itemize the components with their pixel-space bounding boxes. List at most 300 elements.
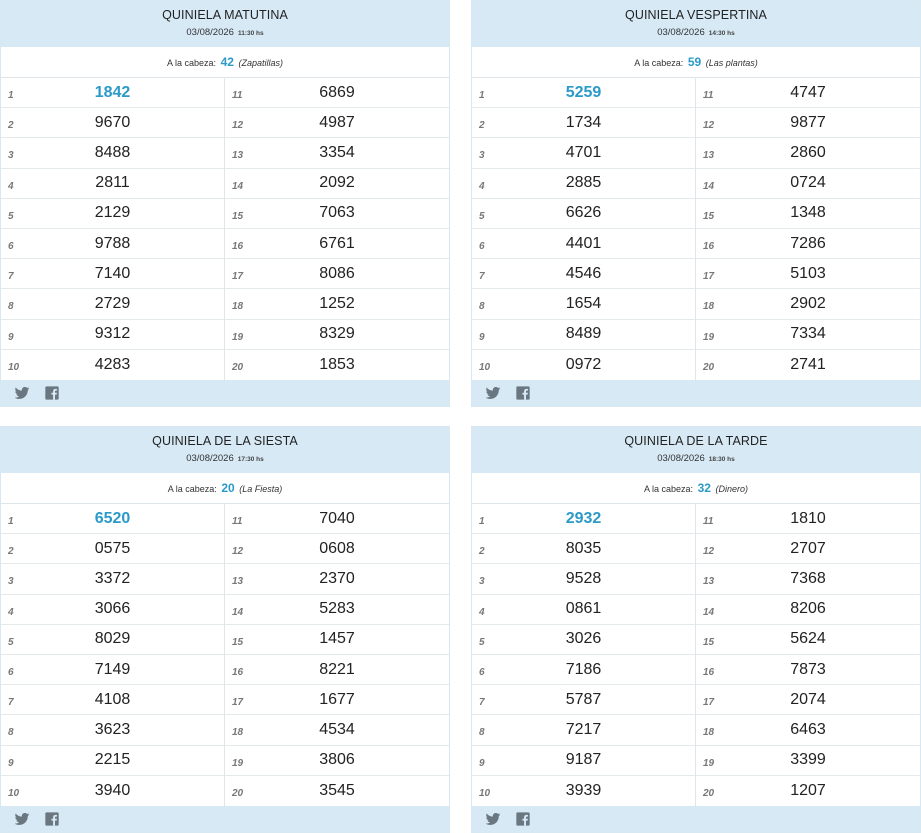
share-bar [472, 380, 920, 406]
result-number: 3372 [94, 569, 131, 587]
result-number: 8206 [790, 600, 826, 618]
result-row [696, 259, 920, 289]
twitter-icon[interactable] [485, 811, 501, 827]
result-position: 19 [232, 757, 244, 769]
result-row [225, 655, 449, 685]
result-number: 4401 [565, 234, 602, 252]
result-position: 13 [232, 576, 244, 588]
result-number: 1348 [790, 204, 826, 222]
result-position: 16 [703, 667, 715, 679]
result-row [472, 229, 695, 259]
result-position: 20 [703, 362, 715, 374]
result-number: 8029 [94, 630, 131, 648]
cabeza-result-number: 1842 [94, 83, 131, 101]
result-number: 1734 [565, 113, 602, 131]
result-position: 19 [232, 331, 244, 343]
result-row [1, 776, 224, 806]
result-row [225, 289, 449, 319]
results-column-right [696, 78, 920, 380]
result-position: 3 [479, 576, 485, 588]
cabeza-info [472, 47, 920, 78]
result-row [696, 625, 920, 655]
cabeza-number: 59 [687, 55, 702, 69]
result-row [225, 715, 449, 745]
cabeza-label: A la cabeza: [167, 484, 217, 494]
result-number: 6761 [319, 234, 355, 252]
result-position: 5 [8, 636, 14, 648]
card-title: QUINIELA MATUTINA [162, 8, 288, 22]
result-position: 14 [703, 606, 715, 618]
result-row [472, 685, 695, 715]
result-row [1, 746, 224, 776]
twitter-icon[interactable] [14, 811, 30, 827]
result-position: 11 [703, 90, 714, 102]
result-number: 7149 [94, 660, 131, 678]
result-row [225, 595, 449, 625]
result-position: 12 [703, 120, 715, 132]
result-position: 8 [8, 301, 14, 313]
result-number: 3066 [94, 600, 131, 618]
result-number: 9877 [790, 113, 826, 131]
result-position: 11 [232, 90, 243, 102]
result-number: 0608 [319, 539, 355, 557]
result-row-head [472, 78, 695, 108]
result-row [696, 350, 920, 380]
result-row [472, 108, 695, 138]
draw-time: 11:30 hs [237, 30, 264, 37]
cabeza-result-number: 2932 [565, 509, 602, 527]
result-row [696, 199, 920, 229]
result-position: 1 [479, 90, 485, 102]
result-number: 2811 [95, 174, 130, 192]
quiniela-card [0, 0, 450, 407]
result-position: 17 [232, 697, 244, 709]
result-row [472, 259, 695, 289]
result-position: 5 [479, 210, 485, 222]
result-row [696, 108, 920, 138]
cabeza-info [472, 473, 920, 504]
result-position: 14 [232, 606, 244, 618]
result-number: 2741 [790, 355, 826, 373]
cabeza-meaning: (Dinero) [715, 484, 748, 494]
draw-date: 03/08/2026 [657, 453, 705, 464]
share-bar [1, 380, 449, 406]
result-position: 4 [479, 606, 485, 618]
draw-date-line [1, 453, 449, 466]
share-bar [472, 806, 920, 832]
result-position: 18 [703, 301, 715, 313]
result-position: 15 [232, 636, 244, 648]
result-number: 3623 [94, 720, 131, 738]
result-number: 4987 [319, 113, 355, 131]
result-position: 4 [8, 606, 14, 618]
result-position: 3 [8, 150, 14, 162]
result-position: 10 [479, 362, 491, 374]
result-row [696, 685, 920, 715]
result-position: 17 [232, 271, 244, 283]
result-number: 2902 [790, 294, 826, 312]
result-position: 3 [8, 576, 14, 588]
result-position: 6 [8, 667, 14, 679]
result-position: 19 [703, 757, 715, 769]
result-number: 8221 [319, 660, 355, 678]
result-row [225, 320, 449, 350]
result-position: 11 [703, 516, 714, 528]
cabeza-number: 20 [221, 481, 235, 495]
result-number: 4283 [94, 355, 131, 373]
result-number: 3026 [565, 630, 602, 648]
result-number: 3940 [94, 781, 131, 799]
twitter-icon[interactable] [485, 385, 501, 401]
result-row [1, 138, 224, 168]
result-position: 17 [703, 271, 715, 283]
result-row-head [1, 504, 224, 534]
result-position: 5 [8, 210, 14, 222]
result-position: 20 [232, 788, 244, 800]
result-position: 16 [232, 241, 244, 253]
result-number: 7368 [790, 569, 826, 587]
result-position: 12 [232, 120, 244, 132]
result-number: 2215 [94, 751, 131, 769]
result-number: 8488 [94, 143, 131, 161]
result-row [696, 715, 920, 745]
result-number: 1810 [790, 509, 826, 527]
results-column-right [696, 504, 920, 806]
result-row [1, 564, 224, 594]
result-row [225, 259, 449, 289]
results-column-right [225, 78, 449, 380]
result-number: 7063 [319, 204, 355, 222]
result-position: 15 [232, 210, 244, 222]
results-grid [472, 78, 920, 380]
result-number: 7217 [565, 720, 602, 738]
result-number: 8086 [319, 264, 355, 282]
result-position: 2 [8, 546, 14, 558]
result-position: 7 [8, 697, 14, 709]
result-number: 5787 [565, 690, 602, 708]
result-position: 10 [8, 788, 20, 800]
result-row [225, 776, 449, 806]
result-number: 9528 [565, 569, 602, 587]
result-row [225, 350, 449, 380]
result-row [472, 595, 695, 625]
cabeza-result-number: 5259 [565, 83, 602, 101]
result-row [472, 655, 695, 685]
result-position: 17 [703, 697, 715, 709]
result-number: 4747 [790, 83, 826, 101]
cabeza-label: A la cabeza: [167, 58, 217, 68]
result-row-head [472, 504, 695, 534]
result-row [225, 534, 449, 564]
result-position: 14 [232, 180, 244, 192]
draw-time: 14:30 hs [708, 30, 735, 37]
result-position: 13 [703, 576, 715, 588]
result-position: 15 [703, 636, 715, 648]
result-row [696, 289, 920, 319]
result-row [225, 138, 449, 168]
result-number: 1654 [565, 294, 602, 312]
result-row [1, 169, 224, 199]
result-number: 1853 [319, 355, 355, 373]
results-column-left [472, 504, 696, 806]
card-title: QUINIELA DE LA SIESTA [152, 434, 298, 448]
result-row [225, 625, 449, 655]
facebook-icon[interactable] [44, 811, 60, 827]
result-number: 2729 [94, 294, 131, 312]
quiniela-card [471, 426, 921, 833]
result-position: 11 [232, 516, 243, 528]
result-position: 16 [703, 241, 715, 253]
result-number: 7186 [565, 660, 602, 678]
result-number: 1252 [319, 294, 355, 312]
result-row [1, 685, 224, 715]
result-row [1, 199, 224, 229]
result-row [225, 746, 449, 776]
result-position: 3 [479, 150, 485, 162]
result-number: 3354 [319, 143, 355, 161]
result-position: 13 [703, 150, 715, 162]
result-number: 8489 [565, 325, 602, 343]
facebook-icon[interactable] [515, 811, 531, 827]
result-number: 1457 [319, 630, 355, 648]
result-position: 6 [479, 667, 485, 679]
result-position: 9 [479, 331, 485, 343]
result-row [472, 350, 695, 380]
result-number: 2707 [790, 539, 826, 557]
result-row [696, 564, 920, 594]
result-position: 8 [479, 727, 485, 739]
result-row [696, 138, 920, 168]
result-row [472, 564, 695, 594]
result-position: 10 [479, 788, 491, 800]
result-number: 8329 [319, 325, 355, 343]
cabeza-info [1, 473, 449, 504]
result-position: 8 [479, 301, 485, 313]
result-row [1, 715, 224, 745]
result-number: 7040 [319, 509, 355, 527]
result-position: 9 [479, 757, 485, 769]
result-position: 1 [479, 516, 485, 528]
result-position: 1 [8, 90, 14, 102]
result-position: 14 [703, 180, 715, 192]
result-row [225, 169, 449, 199]
result-number: 0861 [565, 600, 602, 618]
result-row [696, 595, 920, 625]
result-row [225, 504, 449, 534]
result-row [696, 169, 920, 199]
result-position: 12 [703, 546, 715, 558]
result-position: 12 [232, 546, 244, 558]
result-position: 4 [479, 180, 485, 192]
cabeza-number: 42 [220, 55, 234, 69]
result-row [225, 78, 449, 108]
cabeza-result-number: 6520 [94, 509, 131, 527]
result-row [472, 746, 695, 776]
result-number: 7334 [790, 325, 826, 343]
result-position: 7 [479, 697, 485, 709]
draw-date-line [472, 27, 920, 40]
result-number: 6463 [790, 720, 826, 738]
result-position: 2 [479, 120, 485, 132]
result-position: 10 [8, 362, 20, 374]
result-row [225, 685, 449, 715]
result-number: 2885 [565, 174, 602, 192]
result-row [696, 534, 920, 564]
result-number: 0575 [94, 539, 131, 557]
card-title: QUINIELA VESPERTINA [625, 8, 767, 22]
results-grid [1, 504, 449, 806]
result-position: 2 [8, 120, 14, 132]
cabeza-number: 32 [697, 481, 711, 495]
result-position: 6 [8, 241, 14, 253]
result-row [225, 564, 449, 594]
results-grid [1, 78, 449, 380]
result-row [696, 655, 920, 685]
result-number: 0724 [790, 174, 826, 192]
result-position: 16 [232, 667, 244, 679]
results-column-left [1, 78, 225, 380]
draw-time: 18:30 hs [708, 456, 735, 463]
result-row [1, 350, 224, 380]
result-row [472, 534, 695, 564]
result-position: 7 [8, 271, 14, 283]
result-number: 3399 [790, 751, 826, 769]
result-position: 15 [703, 210, 715, 222]
result-position: 1 [8, 516, 14, 528]
result-number: 7873 [790, 660, 826, 678]
result-row [696, 746, 920, 776]
draw-time: 17:30 hs [237, 456, 264, 463]
result-position: 6 [479, 241, 485, 253]
result-number: 5283 [319, 600, 355, 618]
facebook-icon[interactable] [515, 385, 531, 401]
results-grid [472, 504, 920, 806]
result-row [1, 289, 224, 319]
result-position: 18 [232, 301, 244, 313]
result-position: 4 [8, 180, 14, 192]
result-row [1, 625, 224, 655]
result-number: 9187 [565, 751, 602, 769]
result-number: 5103 [790, 264, 826, 282]
result-position: 5 [479, 636, 485, 648]
result-number: 1207 [790, 781, 826, 799]
result-row [225, 108, 449, 138]
share-bar [1, 806, 449, 832]
draw-date-line [472, 453, 920, 466]
result-number: 2129 [94, 204, 131, 222]
result-number: 3545 [319, 781, 355, 799]
result-position: 20 [703, 788, 715, 800]
cabeza-label: A la cabeza: [644, 484, 694, 494]
result-row-head [1, 78, 224, 108]
result-row [1, 229, 224, 259]
result-number: 2860 [790, 143, 826, 161]
cabeza-meaning: (La Fiesta) [239, 484, 283, 494]
results-column-left [472, 78, 696, 380]
card-title: QUINIELA DE LA TARDE [624, 434, 768, 448]
result-row [696, 776, 920, 806]
result-number: 7140 [94, 264, 131, 282]
result-row [472, 320, 695, 350]
result-position: 9 [8, 331, 14, 343]
results-column-left [1, 504, 225, 806]
draw-date: 03/08/2026 [657, 27, 705, 38]
result-number: 9312 [94, 325, 131, 343]
result-number: 0972 [565, 355, 602, 373]
result-position: 9 [8, 757, 14, 769]
draw-date-line [1, 27, 449, 40]
card-header [1, 1, 449, 47]
quiniela-card [471, 0, 921, 407]
result-number: 9670 [94, 113, 131, 131]
result-row [696, 78, 920, 108]
result-number: 6869 [319, 83, 355, 101]
result-row [472, 776, 695, 806]
result-row [1, 320, 224, 350]
result-row [472, 715, 695, 745]
result-number: 8035 [565, 539, 602, 557]
result-position: 13 [232, 150, 244, 162]
result-row [1, 108, 224, 138]
result-row [225, 199, 449, 229]
draw-date: 03/08/2026 [186, 453, 234, 464]
result-position: 7 [479, 271, 485, 283]
result-number: 5624 [790, 630, 826, 648]
result-number: 2074 [790, 690, 826, 708]
result-position: 18 [703, 727, 715, 739]
cabeza-label: A la cabeza: [634, 58, 684, 68]
result-number: 7286 [790, 234, 826, 252]
results-column-right [225, 504, 449, 806]
result-row [1, 595, 224, 625]
facebook-icon[interactable] [44, 385, 60, 401]
card-header [1, 427, 449, 473]
result-row [472, 169, 695, 199]
result-position: 20 [232, 362, 244, 374]
result-number: 4534 [319, 720, 355, 738]
result-row [472, 138, 695, 168]
result-number: 1677 [319, 690, 355, 708]
result-number: 2370 [319, 569, 355, 587]
result-row [1, 534, 224, 564]
result-number: 6626 [565, 204, 602, 222]
result-row [225, 229, 449, 259]
twitter-icon[interactable] [14, 385, 30, 401]
result-row [472, 289, 695, 319]
result-row [696, 504, 920, 534]
result-position: 19 [703, 331, 715, 343]
cabeza-meaning: (Las plantas) [705, 58, 758, 68]
result-number: 4701 [565, 143, 602, 161]
draw-date: 03/08/2026 [186, 27, 234, 38]
result-number: 4546 [565, 264, 602, 282]
cabeza-meaning: (Zapatillas) [238, 58, 283, 68]
result-row [472, 199, 695, 229]
result-row [472, 625, 695, 655]
result-number: 9788 [94, 234, 131, 252]
cabeza-info [1, 47, 449, 78]
result-number: 2092 [319, 174, 355, 192]
card-header [472, 1, 920, 47]
result-row [1, 655, 224, 685]
result-number: 3939 [565, 781, 602, 799]
result-number: 3806 [319, 751, 355, 769]
quiniela-card [0, 426, 450, 833]
card-header [472, 427, 920, 473]
result-row [696, 229, 920, 259]
result-position: 18 [232, 727, 244, 739]
result-number: 4108 [94, 690, 131, 708]
